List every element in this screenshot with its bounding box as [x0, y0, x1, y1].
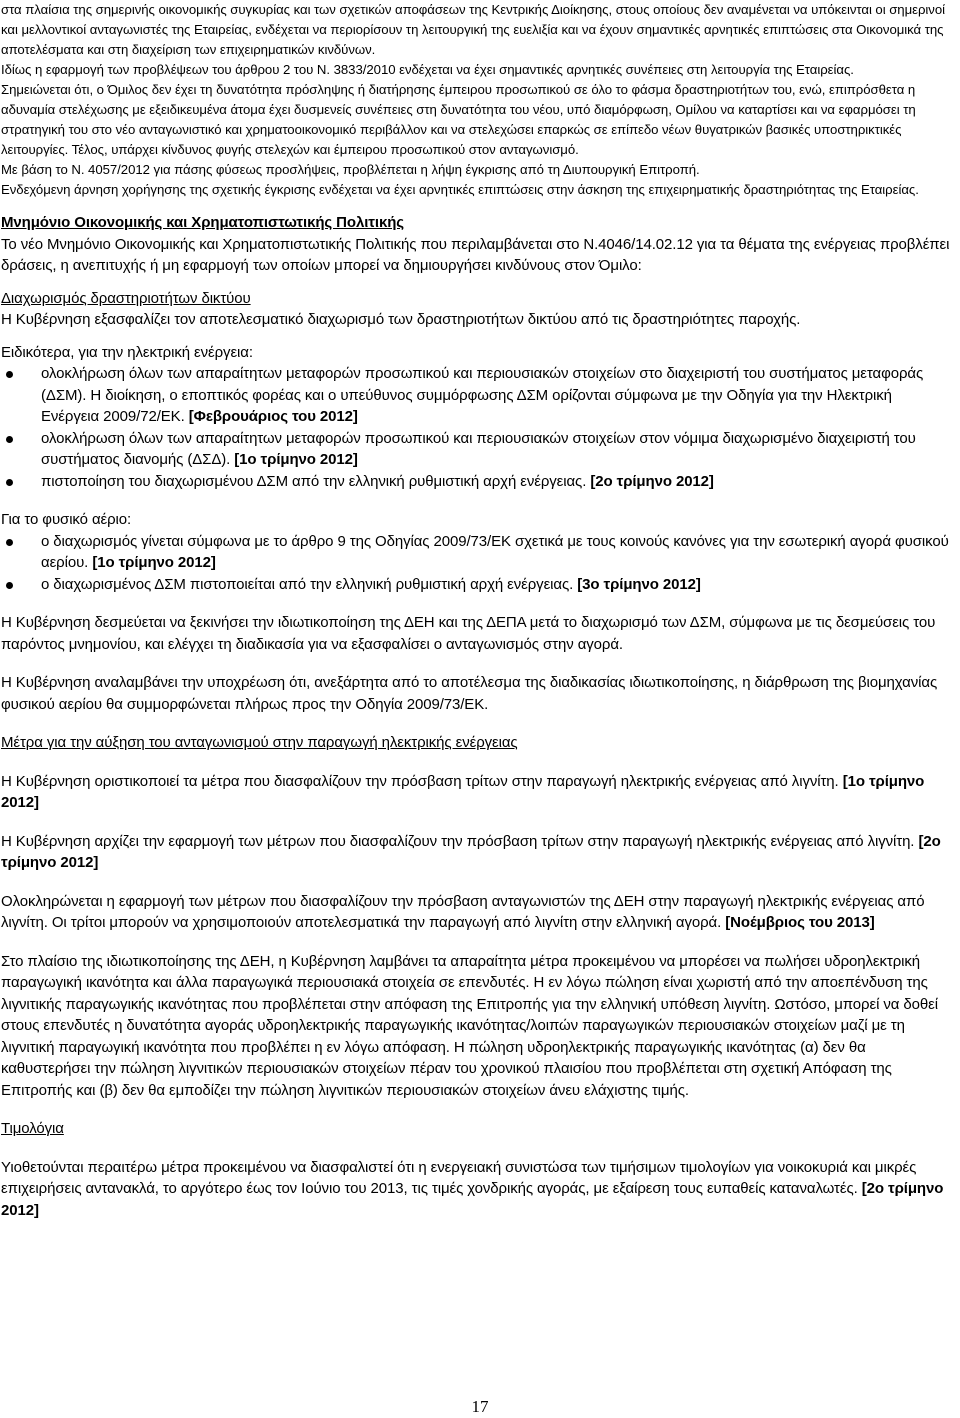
paragraph-text: Υιοθετούνται περαιτέρω μέτρα προκειμένου να διασφαλιστεί ότι η ενεργειακή συνιστώσα των τιμήσιμων τιμολογίων για νοικοκυριά και μικρές επιχειρήσεις αντανακλά, το αργότερο έως τον Ιούνιο του 2013, τις τιμές χονδρικής αγοράς, με εξαίρεση τους ευπαθείς καταναλωτές.: [1, 1158, 917, 1197]
section-heading-competition-measures: Μέτρα για την αύξηση του ανταγωνισμού στην παραγωγή ηλεκτρικής ενέργειας: [1, 734, 518, 751]
paragraph-date: [2ο τρίμηνο 2012]: [1, 1180, 944, 1219]
list-item: [1, 531, 951, 574]
list-item-text: ο διαχωρισμός γίνεται σύμφωνα με το άρθρο 9 της Οδηγίας 2009/73/ΕΚ σχετικά με τους κοινούς κανόνες για την εσωτερική αγορά φυσικού αερίου.: [41, 532, 949, 571]
list-item-date: [Φεβρουάριος του 2012]: [188, 408, 358, 425]
document-page: [1, 0, 951, 1221]
bullet-icon: [6, 479, 13, 486]
list-item-date: [1ο τρίμηνο 2012]: [92, 554, 216, 571]
bullet-icon: [6, 436, 13, 443]
paragraph-text: Η Κυβέρνηση αρχίζει την εφαρμογή των μέτρων που διασφαλίζουν την πρόσβαση τρίτων στην παραγωγή ηλεκτρικής ενέργειας από λιγνίτη.: [1, 832, 919, 850]
paragraph: Σημειώνεται ότι, ο Όμιλος δεν έχει τη δυνατότητα πρόσληψης ή διατήρησης έμπειρου προσωπικού σε όλο το φάσμα δραστηριοτήτων του, ενώ, επιπρόσθετα η αδυναμία στελέχωσης με εξειδικευμένα άτομα έχει δυσμενείς συνέπειες στη δυνατότητα του νέου, υπό διαμόρφωση, Ομίλου να καταρτίσει και να εφαρμόσει τη στρατηγική του στο νέο ανταγωνιστικό και χρηματοοικονομικό περιβάλλον και να στελεχώσει επαρκώς σε επίπεδο νέων θυγατρικών βασικές υποστηρικτικές λειτουργίες. Τέλος, υπάρχει κίνδυνος φυγής στελεχών και έμπειρου προσωπικού στον ανταγωνισμό.: [1, 82, 916, 157]
paragraph: Το νέο Μνημόνιο Οικονομικής και Χρηματοπιστωτικής Πολιτικής που περιλαμβάνεται στο Ν.4046/14.02.12 για τα θέματα της ενέργειας προβλέπει δράσεις, η ανεπιτυχής ή μη εφαρμογή των οποίων μπορεί να δημιουργήσει κινδύνους στον Όμιλο:: [1, 235, 950, 274]
paragraph-text: Ολοκληρώνεται η εφαρμογή των μέτρων που διασφαλίζουν την πρόσβαση ανταγωνιστών της ΔΕΗ στην παραγωγή ηλεκτρικής ενέργειας από λιγνίτη. Οι τρίτοι μπορούν να χρησιμοποιούν αποτελεσματικά την παραγωγή από λιγνίτη στην ελληνική αγορά.: [1, 892, 925, 931]
list-item-text: ολοκλήρωση όλων των απαραίτητων μεταφορών προσωπικού και περιουσιακών στοιχείων στον νόμιμα διαχωρισμένο διαχειριστή του συστήματος διανομής (ΔΣΔ).: [41, 429, 916, 468]
gas-intro: Για το φυσικό αέριο:: [1, 511, 132, 528]
paragraph: Ενδεχόμενη άρνηση χορήγησης της σχετικής έγκρισης ενδέχεται να έχει αρνητικές επιπτώσεις στην άσκηση της επιχειρηματικής δραστηριότητας της Εταιρείας.: [1, 182, 919, 197]
paragraph: Η Κυβέρνηση εξασφαλίζει τον αποτελεσματικό διαχωρισμό των δραστηριοτήτων δικτύου από τις δραστηριότητες παροχής.: [1, 311, 801, 328]
paragraph-date: [Νοέμβριος του 2013]: [725, 914, 875, 931]
section-heading-memorandum: Μνημόνιο Οικονομικής και Χρηματοπιστωτικής Πολιτικής: [1, 214, 404, 231]
list-item-date: [1ο τρίμηνο 2012]: [234, 451, 358, 468]
page-number: 17: [471, 1397, 489, 1416]
paragraph: Στο πλαίσιο της ιδιωτικοποίησης της ΔΕΗ, η Κυβέρνηση λαμβάνει τα απαραίτητα μέτρα προκειμένου να μπορέσει να πωλήσει υδροηλεκτρική παραγωγική ικανότητα και άλλα παραγωγικά περιουσιακά στοιχεία σε επενδυτές. Η εν λόγω πώληση είναι χωριστή από την αποεπένδυση της λιγνιτικής παραγωγικής ικανότητας που προβλέπεται στην απόφαση της Επιτροπής για την ελληνική υπόθεση λιγνίτη. Ωστόσο, μπορεί να δοθεί στους επενδυτές η δυνατότητα αγοράς υδροηλεκτρικής παραγωγικής ικανότητας/λοιπών παραγωγικών περιουσιακών στοιχείων μαζί με τη λιγνιτική παραγωγική ικανότητα που προβλέπει η εν λόγω απόφαση. Η πώληση υδροηλεκτρικής παραγωγικής ικανότητας (α) δεν θα καθυστερήσει την πώληση λιγνιτικών περιουσιακών στοιχείων πέραν του χρονικού πλαισίου που προβλέπεται στη σχετική Απόφαση της Επιτροπής και (β) δεν θα εμποδίζει την πώληση λιγνιτικών περιουσιακών στοιχείων άνευ ελάχιστης τιμής.: [1, 952, 938, 1099]
electricity-intro: Ειδικότερα, για την ηλεκτρική ενέργεια:: [1, 343, 253, 361]
list-item-text: ολοκλήρωση όλων των απαραίτητων μεταφορών προσωπικού και περιουσιακών στοιχείων στο διαχειριστή του συστήματος μεταφοράς (ΔΣΜ). Η διοίκηση, ο εποπτικός φορέας και ο υπεύθυνος συμμόρφωσης ΔΣΜ ορίζονται σύμφωνα με την Οδηγία για την Ηλεκτρική Ενέργεια 2009/72/ΕΚ.: [41, 365, 924, 425]
list-item: [1, 574, 951, 596]
paragraph: Η Κυβέρνηση δεσμεύεται να ξεκινήσει την ιδιωτικοποίηση της ΔΕΗ και της ΔΕΠΑ μετά το διαχωρισμό των ΔΣΜ, σύμφωνα με τις δεσμεύσεις του παρόντος μνημονίου, και ελέγχει τη διαδικασία για να εξασφαλίσει ο ανταγωνισμός στην αγορά.: [1, 614, 936, 653]
paragraph: Η Κυβέρνηση αναλαμβάνει την υποχρέωση ότι, ανεξάρτητα από το αποτέλεσμα της διαδικασίας ιδιωτικοποίησης, η διάρθρωση της βιομηχανίας φυσικού αερίου θα συμμορφώνεται πλήρως προς την Οδηγία 2009/73/ΕΚ.: [1, 674, 938, 713]
list-item-text: ο διαχωρισμένος ΔΣΜ πιστοποιείται από την ελληνική ρυθμιστική αρχή ενέργειας.: [41, 575, 578, 593]
paragraph-text: Η Κυβέρνηση οριστικοποιεί τα μέτρα που διασφαλίζουν την πρόσβαση τρίτων στην παραγωγή ηλεκτρικής ενέργειας από λιγνίτη.: [1, 772, 843, 790]
electricity-bullet-list: [1, 363, 951, 492]
gas-bullet-list: [1, 531, 951, 596]
paragraph: [1, 891, 951, 934]
paragraph: [1, 771, 951, 814]
list-item-date: [3ο τρίμηνο 2012]: [577, 575, 701, 593]
paragraph-date: [1ο τρίμηνο 2012]: [1, 772, 925, 811]
paragraph: στα πλαίσια της σημερινής οικονομικής συγκυρίας και των σχετικών αποφάσεων της Κεντρικής Διοίκησης, στους οποίους δεν αναμένεται να υπόκεινται οι σημερινοί και μελλοντικοί ανταγωνιστές της Εταιρείας, ενδέχεται να περιορίσουν τη λειτουργική της ευελιξία και να έχουν σημαντικές αρνητικές επιπτώσεις στα Οικονομικά της αποτελέσματα και στη διαχείριση των επιχειρηματικών κινδύνων.: [1, 2, 946, 57]
paragraph: [1, 831, 951, 874]
section-heading-tariffs: Τιμολόγια: [1, 1120, 64, 1137]
list-item: [1, 428, 951, 471]
paragraph: [1, 1157, 951, 1222]
section-heading-network-unbundling: Διαχωρισμός δραστηριοτήτων δικτύου: [1, 289, 251, 307]
paragraph: Με βάση το Ν. 4057/2012 για πάσης φύσεως προσλήψεις, προβλέπεται η λήψη έγκρισης από τη Διυπουργική Επιτροπή.: [1, 162, 700, 177]
bullet-icon: [6, 539, 13, 546]
list-item: [1, 471, 951, 493]
list-item-text: πιστοποίηση του διαχωρισμένου ΔΣΜ από την ελληνική ρυθμιστική αρχή ενέργειας.: [41, 472, 591, 490]
list-item-date: [2ο τρίμηνο 2012]: [590, 472, 714, 490]
paragraph: Ιδίως η εφαρμογή των προβλέψεων του άρθρου 2 του Ν. 3833/2010 ενδέχεται να έχει σημαντικές αρνητικές συνέπειες στη λειτουργία της Εταιρείας.: [1, 62, 854, 77]
paragraph-date: [2ο τρίμηνο 2012]: [1, 832, 941, 871]
bullet-icon: [6, 582, 13, 589]
bullet-icon: [6, 371, 13, 378]
list-item: [1, 363, 951, 428]
